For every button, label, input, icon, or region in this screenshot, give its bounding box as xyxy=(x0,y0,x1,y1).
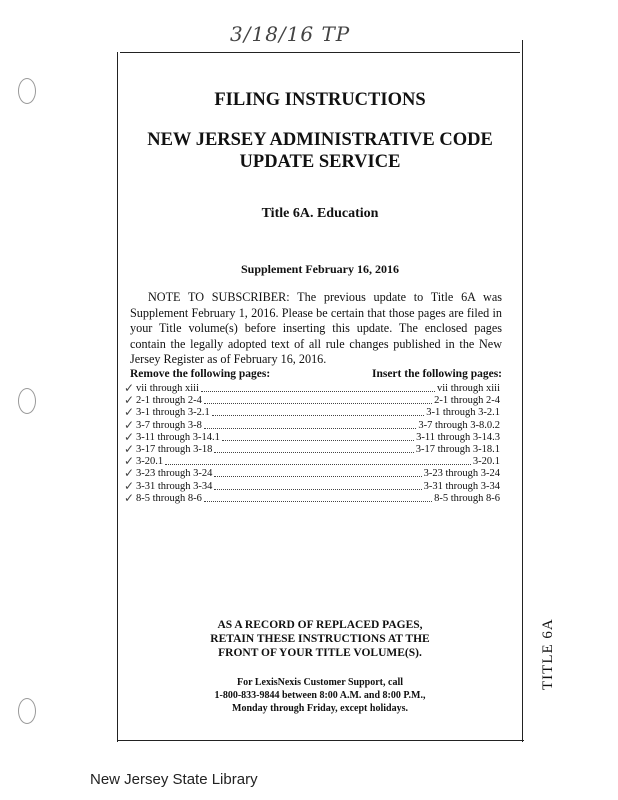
check-mark-icon: ✓ xyxy=(124,490,135,505)
check-mark-icon: ✓ xyxy=(124,405,135,420)
record-notice-line: AS A RECORD OF REPLACED PAGES, xyxy=(217,619,423,631)
page-heading: FILING INSTRUCTIONS xyxy=(214,90,426,110)
remove-pages: 3-1 through 3-2.1 xyxy=(136,407,210,419)
table-row xyxy=(130,407,500,419)
table-row xyxy=(130,493,500,505)
check-mark-icon: ✓ xyxy=(124,478,135,493)
dot-leader xyxy=(214,452,413,453)
insert-pages: 3-7 through 3-8.0.2 xyxy=(418,419,500,431)
check-mark-icon: ✓ xyxy=(124,442,135,456)
table-row xyxy=(130,456,500,468)
remove-pages: 2-1 through 2-4 xyxy=(136,395,202,407)
dot-leader xyxy=(212,415,424,416)
remove-pages: 3-17 through 3-18 xyxy=(136,444,213,455)
insert-pages: 3-23 through 3-24 xyxy=(423,468,500,480)
table-row xyxy=(130,481,500,493)
remove-pages: 3-23 through 3-24 xyxy=(136,468,213,480)
support-line: Monday through Friday, except holidays. xyxy=(232,703,408,714)
punch-hole xyxy=(18,698,36,724)
punch-hole xyxy=(18,78,36,104)
dot-leader xyxy=(204,428,416,429)
dot-leader xyxy=(214,489,421,490)
dot-leader xyxy=(204,501,432,502)
support-line: For LexisNexis Customer Support, call xyxy=(236,677,403,688)
record-notice-line: FRONT OF YOUR TITLE VOLUME(S). xyxy=(218,647,422,659)
code-title-line2: UPDATE SERVICE xyxy=(239,152,401,172)
table-row xyxy=(130,383,500,395)
insert-header: Insert the following pages: xyxy=(371,368,502,380)
remove-pages: 3-11 through 3-14.1 xyxy=(136,431,220,443)
check-mark-icon: ✓ xyxy=(124,429,135,444)
supplement-date: Supplement February 16, 2016 xyxy=(240,262,399,276)
border-left xyxy=(117,52,118,742)
subject-title: Title 6A. Education xyxy=(261,206,379,221)
dot-leader xyxy=(222,440,414,441)
check-mark-icon: ✓ xyxy=(124,466,135,481)
punch-hole xyxy=(18,388,36,414)
insert-pages: vii through xiii xyxy=(437,383,500,394)
dot-leader xyxy=(214,476,421,477)
insert-pages: 8-5 through 8-6 xyxy=(434,492,500,504)
table-row xyxy=(130,395,500,407)
remove-header: Remove the following pages: xyxy=(130,368,271,380)
check-mark-icon: ✓ xyxy=(124,381,135,395)
code-title-line1: NEW JERSEY ADMINISTRATIVE CODE xyxy=(147,130,493,150)
check-mark-icon: ✓ xyxy=(124,454,135,469)
dot-leader xyxy=(201,391,435,392)
side-tab: TITLE 6A xyxy=(540,618,556,690)
customer-support xyxy=(120,676,520,715)
record-notice xyxy=(120,618,520,660)
remove-pages: 3-20.1 xyxy=(136,456,164,468)
insert-pages: 3-31 through 3-34 xyxy=(423,480,500,492)
table-row xyxy=(130,420,500,432)
border-bottom xyxy=(117,740,524,741)
check-mark-icon: ✓ xyxy=(124,417,135,432)
library-stamp: New Jersey State Library xyxy=(90,771,258,788)
dot-leader xyxy=(165,464,471,465)
support-line: 1-800-833-9844 between 8:00 A.M. and 8:00 P.M., xyxy=(214,690,426,701)
handwritten-date: 3/18/16 TP xyxy=(230,22,351,46)
table-row xyxy=(130,468,500,480)
insert-pages: 3-11 through 3-14.3 xyxy=(416,431,500,443)
remove-pages: vii through xiii xyxy=(136,383,199,394)
insert-pages: 3-17 through 3-18.1 xyxy=(415,444,500,455)
record-notice-line: RETAIN THESE INSTRUCTIONS AT THE xyxy=(210,633,430,645)
border-top xyxy=(120,52,520,53)
remove-pages: 3-7 through 3-8 xyxy=(136,419,202,431)
check-mark-icon: ✓ xyxy=(124,393,135,408)
note-to-subscriber: NOTE TO SUBSCRIBER: The previous update to Title 6A was Supplement February 1, 2016. Please be certain that those pages are filed in your Title volume(s) before inserting this update. The enclosed pages contain the legally adopted text of all rule changes published in the New Jersey Register as of February 16, 2016. xyxy=(130,290,502,366)
insert-pages: 3-1 through 3-2.1 xyxy=(426,407,500,419)
dot-leader xyxy=(204,403,432,404)
border-right xyxy=(522,40,523,742)
table-row xyxy=(130,444,500,456)
insert-pages: 3-20.1 xyxy=(472,456,500,468)
table-row xyxy=(130,432,500,444)
remove-pages: 8-5 through 8-6 xyxy=(136,492,202,504)
remove-pages: 3-31 through 3-34 xyxy=(136,480,213,492)
insert-pages: 2-1 through 2-4 xyxy=(434,395,500,407)
